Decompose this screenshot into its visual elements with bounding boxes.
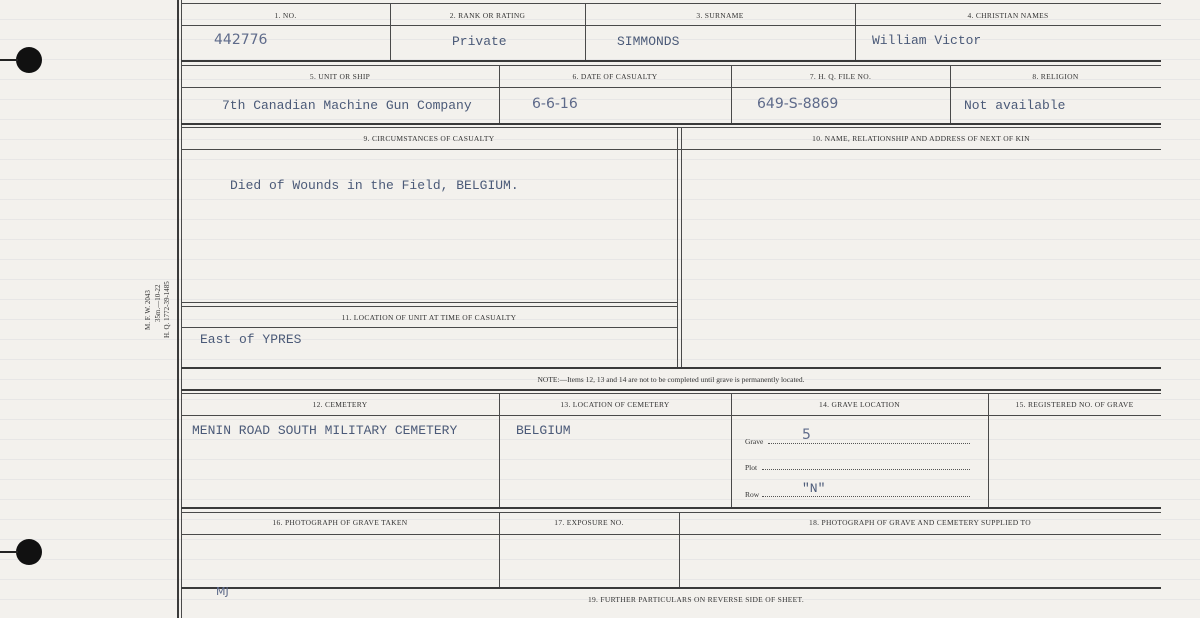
field-kin-label: 10. NAME, RELATIONSHIP AND ADDRESS OF NEXT OF KIN <box>812 134 1030 143</box>
plot-line <box>762 469 970 470</box>
field-rank-label: 2. RANK OR RATING <box>449 11 526 20</box>
row-line <box>762 496 970 497</box>
field-surname-value: SIMMONDS <box>617 34 680 49</box>
field-date-value: 6-6-16 <box>532 96 578 112</box>
field-rank-value: Private <box>452 34 507 49</box>
row-label: Row <box>745 490 760 499</box>
punch-hole-bottom <box>16 539 42 565</box>
field-date-label: 6. DATE OF CASUALTY <box>572 72 658 81</box>
field-location-value: East of YPRES <box>200 332 302 347</box>
field-unit-value: 7th Canadian Machine Gun Company <box>222 98 472 113</box>
punch-hole-mark-top <box>0 59 18 61</box>
field-further-label: 19. FURTHER PARTICULARS ON REVERSE SIDE OF SHEET. <box>587 595 805 604</box>
field-religion-value: Not available <box>964 98 1066 113</box>
grave-label: Grave <box>745 437 764 446</box>
row-value: "N" <box>802 481 826 496</box>
field-christian-value: William Victor <box>872 33 982 48</box>
field-no-label: 1. NO. <box>274 11 297 20</box>
field-photo-supplied-label: 18. PHOTOGRAPH OF GRAVE AND CEMETERY SUPPLIED TO <box>809 518 1031 527</box>
field-cem-location-label: 13. LOCATION OF CEMETERY <box>560 400 670 409</box>
field-unit-label: 5. UNIT OR SHIP <box>309 72 371 81</box>
grave-value: 5 <box>802 427 811 443</box>
margin-print-1: M. F. W. 2043 <box>144 290 152 330</box>
field-grave-location-label: 14. GRAVE LOCATION <box>819 400 900 409</box>
field-location-label: 11. LOCATION OF UNIT AT TIME OF CASUALTY <box>341 313 517 322</box>
field-religion-label: 8. RELIGION <box>1032 72 1079 81</box>
field-photo-taken-label: 16. PHOTOGRAPH OF GRAVE TAKEN <box>272 518 408 527</box>
punch-hole-mark-bottom <box>0 551 18 553</box>
field-registered-label: 15. REGISTERED NO. OF GRAVE <box>1015 400 1134 409</box>
margin-print-2: 35m.—10-22 <box>154 284 162 322</box>
initials-value: MJ <box>216 585 229 598</box>
field-file-label: 7. H. Q. FILE NO. <box>809 72 872 81</box>
field-surname-label: 3. SURNAME <box>696 11 744 20</box>
margin-print-3: H. Q. 1772-39-1485 <box>163 281 171 338</box>
plot-label: Plot <box>745 463 758 472</box>
field-circumstances-value: Died of Wounds in the Field, BELGIUM. <box>230 178 519 193</box>
punch-hole-top <box>16 47 42 73</box>
note-text: NOTE:—Items 12, 13 and 14 are not to be completed until grave is permanently located. <box>537 375 805 384</box>
field-no-value: 442776 <box>214 32 268 48</box>
field-file-value: 649-S-8869 <box>757 96 839 112</box>
left-border <box>177 0 179 618</box>
field-cemetery-value: MENIN ROAD SOUTH MILITARY CEMETERY <box>192 423 458 438</box>
field-christian-label: 4. CHRISTIAN NAMES <box>967 11 1049 20</box>
grave-line <box>768 443 970 444</box>
field-cem-location-value: BELGIUM <box>516 423 571 438</box>
field-cemetery-label: 12. CEMETERY <box>312 400 368 409</box>
field-exposure-label: 17. EXPOSURE NO. <box>554 518 624 527</box>
field-circumstances-label: 9. CIRCUMSTANCES OF CASUALTY <box>363 134 495 143</box>
